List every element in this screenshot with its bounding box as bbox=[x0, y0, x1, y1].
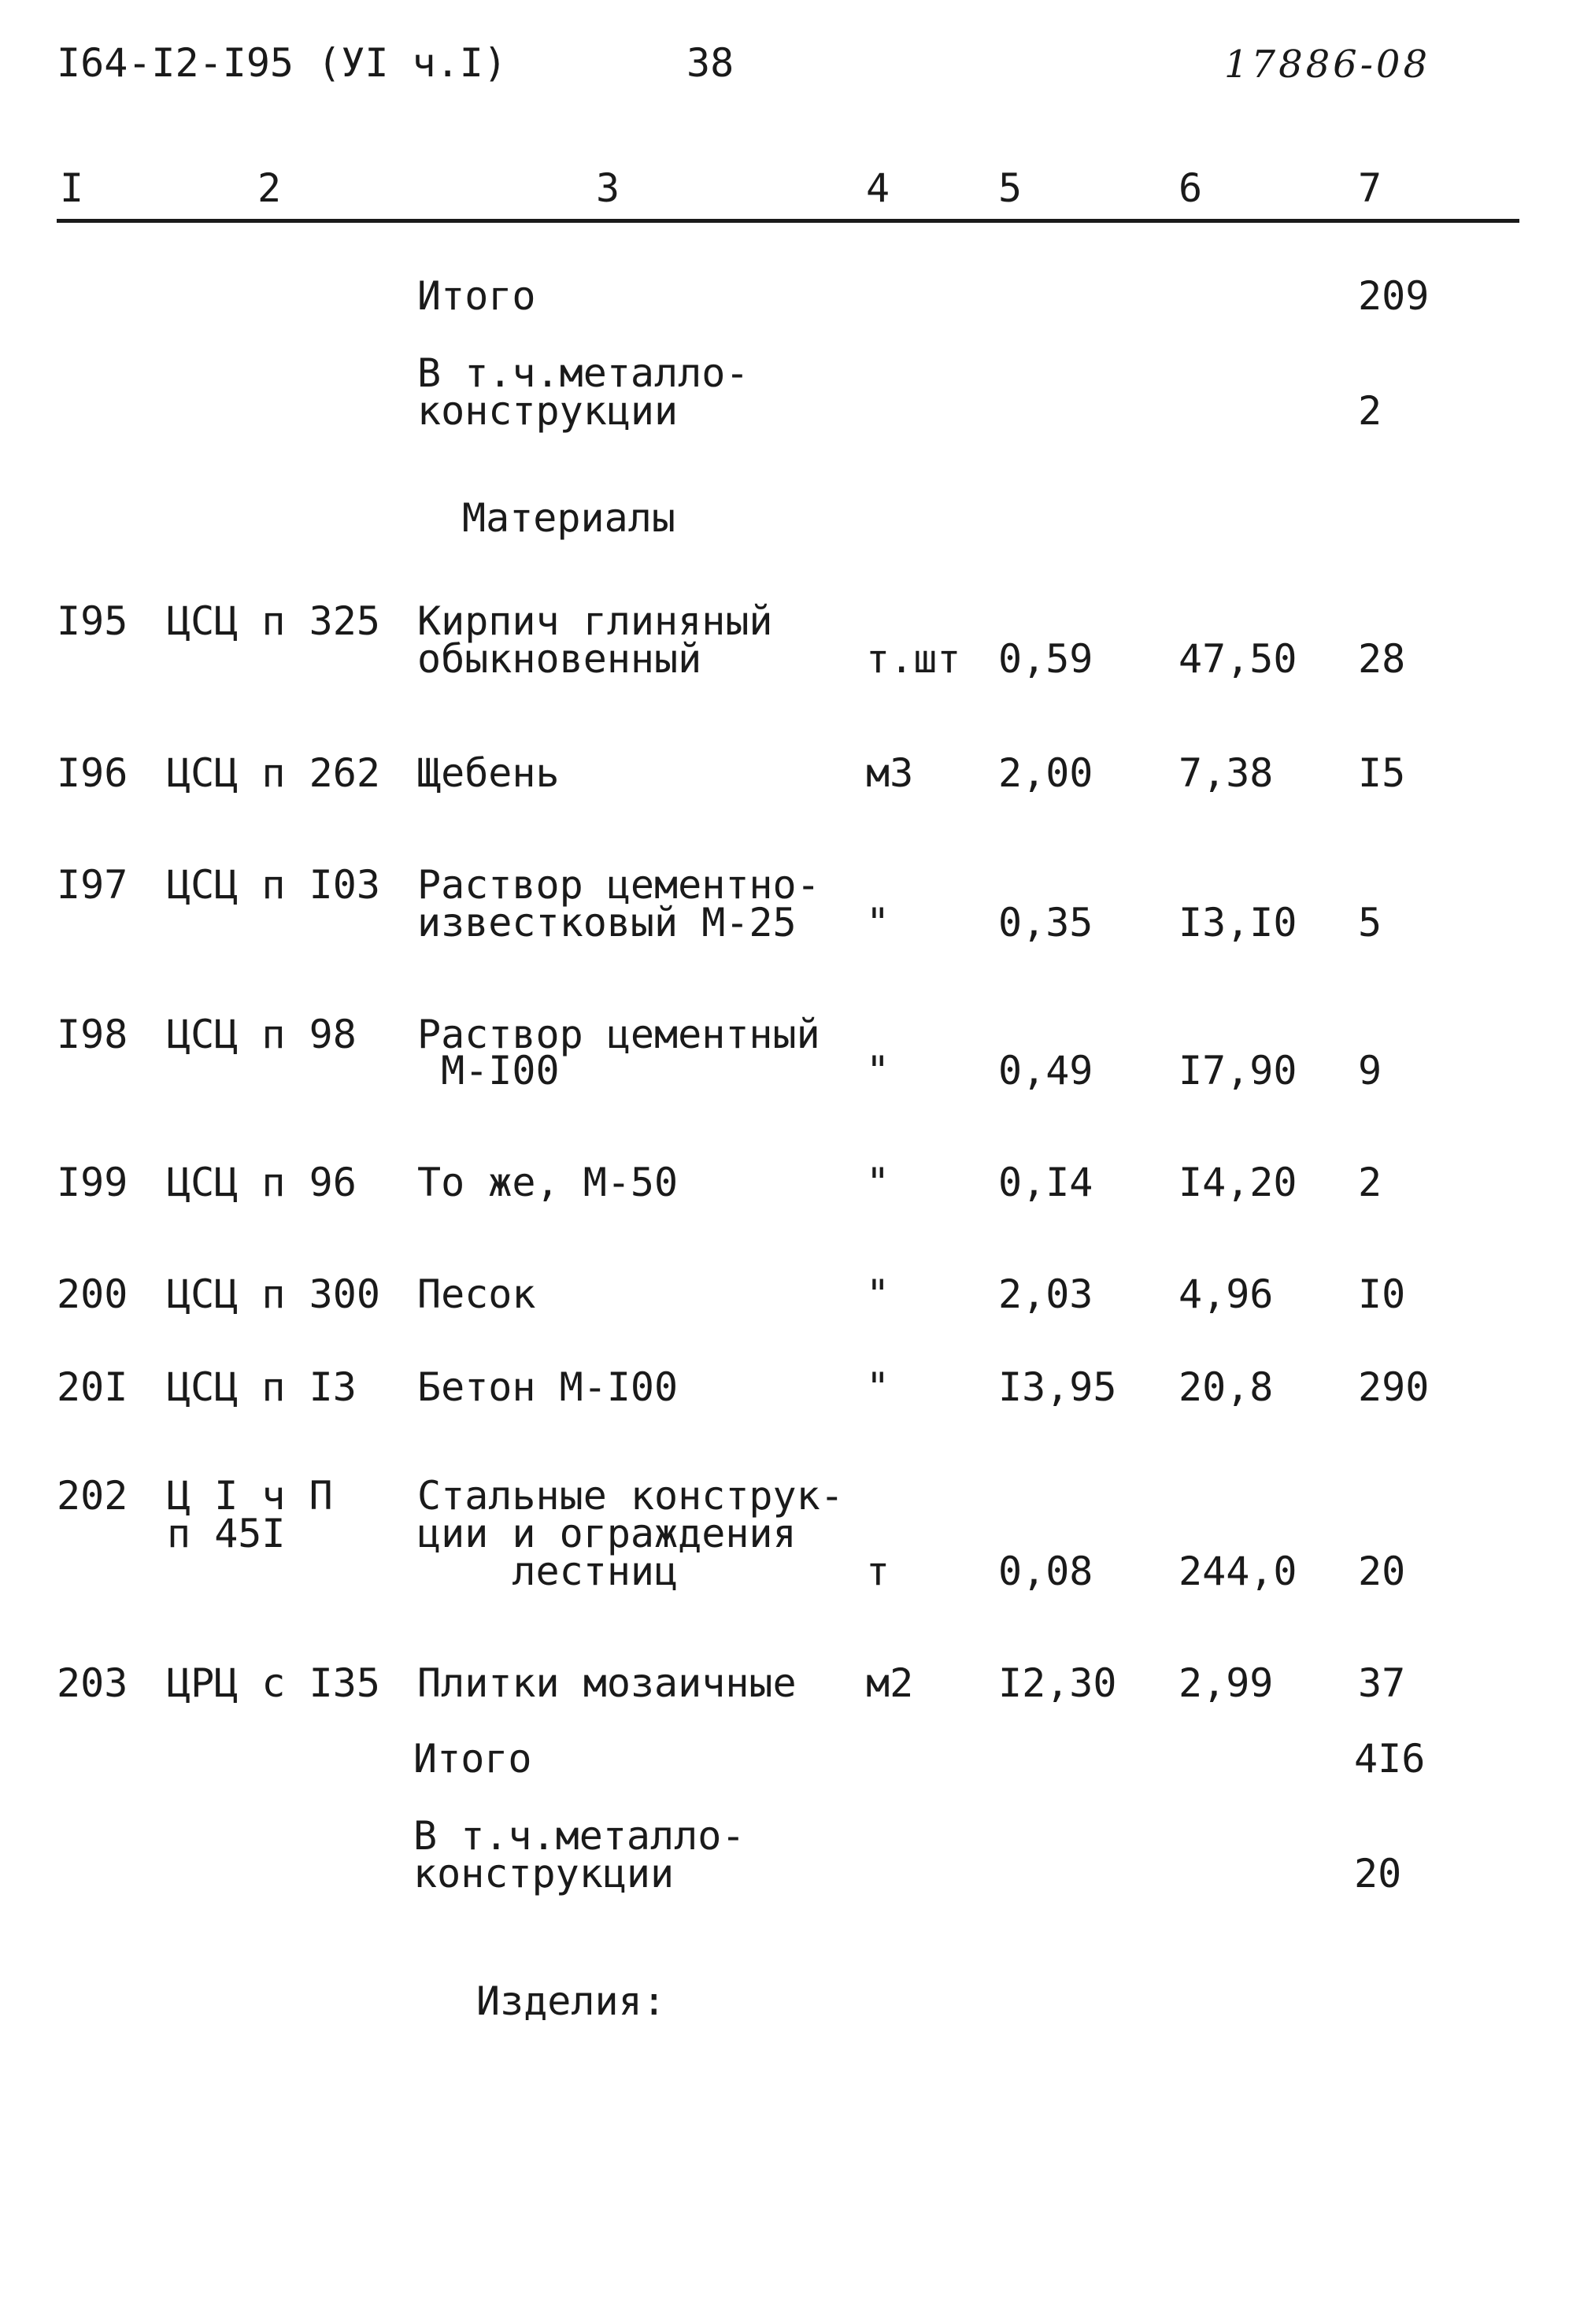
row-name-line3: лестниц bbox=[417, 1549, 679, 1594]
row-name: Щебень bbox=[417, 750, 560, 796]
row-code: ЦСЦ п 96 bbox=[167, 1160, 357, 1205]
row-code-line2: п 45I bbox=[167, 1511, 286, 1556]
page-number: 38 bbox=[686, 40, 734, 86]
row-name: Раствор цементный bbox=[417, 1012, 820, 1057]
row-unit: " bbox=[866, 1364, 890, 1410]
row-price: 2,99 bbox=[1179, 1660, 1274, 1706]
row-number: I97 bbox=[57, 862, 128, 908]
section-heading-materials: Материалы bbox=[462, 495, 675, 541]
row-price: I4,20 bbox=[1179, 1160, 1297, 1205]
column-header-4: 4 bbox=[866, 165, 890, 211]
row-unit: " bbox=[866, 900, 890, 946]
row-price: 244,0 bbox=[1179, 1549, 1297, 1594]
column-header-2: 2 bbox=[257, 165, 282, 211]
column-header-7: 7 bbox=[1358, 165, 1382, 211]
row-price: 7,38 bbox=[1179, 750, 1274, 796]
row-price: 4,96 bbox=[1179, 1271, 1274, 1317]
row-quantity: 0,49 bbox=[998, 1048, 1093, 1094]
total-label: Итого bbox=[417, 273, 536, 319]
section-heading-products: Изделия: bbox=[476, 1978, 666, 2024]
row-total: 9 bbox=[1358, 1048, 1382, 1094]
row-code: ЦСЦ п 300 bbox=[167, 1271, 380, 1317]
column-header-6: 6 bbox=[1179, 165, 1203, 211]
row-name-line2: М-I00 bbox=[417, 1048, 560, 1094]
row-number: 202 bbox=[57, 1473, 128, 1519]
row-number: 203 bbox=[57, 1660, 128, 1706]
row-total: 37 bbox=[1358, 1660, 1406, 1706]
row-unit: м3 bbox=[866, 750, 914, 796]
row-unit: " bbox=[866, 1048, 890, 1094]
row-name: То же, М-50 bbox=[417, 1160, 679, 1205]
row-price: I3,I0 bbox=[1179, 900, 1297, 946]
doc-code: I64-I2-I95 (УI ч.I) bbox=[57, 40, 507, 86]
row-code: ЦРЦ с I35 bbox=[167, 1660, 380, 1706]
row-price: 47,50 bbox=[1179, 636, 1297, 682]
column-header-1: I bbox=[60, 165, 84, 211]
row-total: 28 bbox=[1358, 636, 1406, 682]
total-value: 4I6 bbox=[1354, 1736, 1426, 1782]
row-code: Ц I ч П bbox=[167, 1473, 333, 1519]
row-total: I5 bbox=[1358, 750, 1406, 796]
row-unit: м2 bbox=[866, 1660, 914, 1706]
row-quantity: I2,30 bbox=[998, 1660, 1117, 1706]
incl-metal-label-line2: конструкции bbox=[417, 388, 679, 434]
row-total: 2 bbox=[1358, 1160, 1382, 1205]
handwritten-number: 17886-08 bbox=[1224, 43, 1430, 87]
row-code: ЦСЦ п 325 bbox=[167, 598, 380, 644]
row-name: Стальные конструк- bbox=[417, 1473, 844, 1519]
column-header-3: 3 bbox=[596, 165, 620, 211]
row-quantity: 0,59 bbox=[998, 636, 1093, 682]
incl-metal-label: В т.ч.металло- bbox=[413, 1813, 746, 1859]
incl-metal-label-line2: конструкции bbox=[413, 1851, 675, 1897]
row-code: ЦСЦ п I03 bbox=[167, 862, 380, 908]
row-unit: " bbox=[866, 1160, 890, 1205]
total-label: Итого bbox=[413, 1736, 532, 1782]
row-number: I96 bbox=[57, 750, 128, 796]
row-quantity: 2,00 bbox=[998, 750, 1093, 796]
row-quantity: 2,03 bbox=[998, 1271, 1093, 1317]
row-total: 20 bbox=[1358, 1549, 1406, 1594]
incl-metal-label: В т.ч.металло- bbox=[417, 350, 749, 396]
row-unit: т.шт bbox=[866, 636, 961, 682]
row-quantity: 0,08 bbox=[998, 1549, 1093, 1594]
row-unit: " bbox=[866, 1271, 890, 1317]
row-unit: т bbox=[866, 1549, 890, 1594]
row-name-line2: ции и ограждения bbox=[417, 1511, 797, 1556]
row-total: 5 bbox=[1358, 900, 1382, 946]
column-header-5: 5 bbox=[998, 165, 1023, 211]
row-code: ЦСЦ п 98 bbox=[167, 1012, 357, 1057]
row-price: I7,90 bbox=[1179, 1048, 1297, 1094]
incl-metal-value: 20 bbox=[1354, 1851, 1402, 1897]
total-value: 209 bbox=[1358, 273, 1430, 319]
row-quantity: I3,95 bbox=[998, 1364, 1117, 1410]
row-name-line2: известковый М-25 bbox=[417, 900, 797, 946]
row-code: ЦСЦ п 262 bbox=[167, 750, 380, 796]
row-number: I95 bbox=[57, 598, 128, 644]
row-number: 20I bbox=[57, 1364, 128, 1410]
row-name: Раствор цементно- bbox=[417, 862, 820, 908]
row-number: 200 bbox=[57, 1271, 128, 1317]
row-total: I0 bbox=[1358, 1271, 1406, 1317]
row-number: I98 bbox=[57, 1012, 128, 1057]
row-quantity: 0,35 bbox=[998, 900, 1093, 946]
row-name: Бетон М-I00 bbox=[417, 1364, 679, 1410]
row-total: 290 bbox=[1358, 1364, 1430, 1410]
row-name: Плитки мозаичные bbox=[417, 1660, 797, 1706]
row-name-line2: обыкновенный bbox=[417, 636, 702, 682]
incl-metal-value: 2 bbox=[1358, 388, 1382, 434]
row-name: Песок bbox=[417, 1271, 536, 1317]
row-name: Кирпич глиняный bbox=[417, 598, 773, 644]
row-number: I99 bbox=[57, 1160, 128, 1205]
row-quantity: 0,I4 bbox=[998, 1160, 1093, 1205]
header-rule bbox=[57, 219, 1519, 223]
row-price: 20,8 bbox=[1179, 1364, 1274, 1410]
row-code: ЦСЦ п I3 bbox=[167, 1364, 357, 1410]
